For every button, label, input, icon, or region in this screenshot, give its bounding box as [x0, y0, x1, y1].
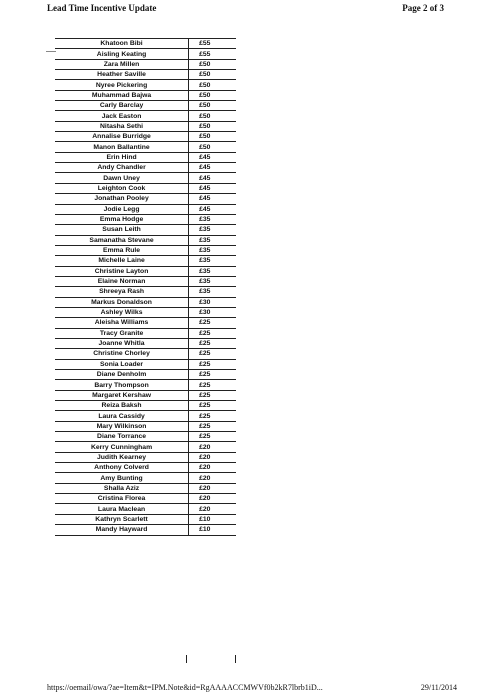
footer-date: 29/11/2014 [420, 683, 457, 692]
incentive-amount: £50 [189, 121, 236, 131]
incentive-amount: £20 [189, 452, 236, 462]
incentive-amount: £35 [189, 225, 236, 235]
employee-name: Susan Leith [55, 225, 189, 235]
table-row [55, 401, 236, 411]
incentive-amount: £25 [189, 370, 236, 380]
table-row [55, 307, 236, 317]
incentive-table-body [55, 39, 236, 536]
table-row [55, 101, 236, 111]
employee-name: Nyree Pickering [55, 80, 189, 90]
employee-name: Diane Torrance [55, 432, 189, 442]
employee-name: Shalla Aziz [55, 483, 189, 493]
table-row [55, 132, 236, 142]
incentive-amount: £50 [189, 70, 236, 80]
page-number: Page 2 of 3 [402, 3, 444, 13]
table-row [55, 504, 236, 514]
incentive-amount: £35 [189, 287, 236, 297]
incentive-amount: £45 [189, 163, 236, 173]
employee-name: Sonia Loader [55, 359, 189, 369]
table-row [55, 59, 236, 69]
incentive-amount: £50 [189, 101, 236, 111]
employee-name: Reiza Baksh [55, 401, 189, 411]
employee-name: Elaine Norman [55, 276, 189, 286]
employee-name: Kathryn Scarlett [55, 514, 189, 524]
employee-name: Mary Wilkinson [55, 421, 189, 431]
employee-name: Khatoon Bibi [55, 39, 189, 49]
document-title: Lead Time Incentive Update [47, 3, 157, 13]
employee-name: Carly Barclay [55, 101, 189, 111]
table-row [55, 494, 236, 504]
employee-name: Markus Donaldson [55, 297, 189, 307]
table-row [55, 121, 236, 131]
incentive-amount: £25 [189, 390, 236, 400]
employee-name: Kerry Cunningham [55, 442, 189, 452]
incentive-amount: £25 [189, 349, 236, 359]
incentive-amount: £25 [189, 432, 236, 442]
incentive-amount: £50 [189, 142, 236, 152]
employee-name: Anthony Colverd [55, 463, 189, 473]
table-row [55, 214, 236, 224]
employee-name: Dawn Uney [55, 173, 189, 183]
footer-url: https://oemail/owa/?ae=Item&t=IPM.Note&id=RgAAAACCMWVf0b2kR7lbrb1iD... [47, 683, 323, 692]
employee-name: Heather Saville [55, 70, 189, 80]
table-row [55, 80, 236, 90]
incentive-amount: £25 [189, 411, 236, 421]
employee-name: Amy Bunting [55, 473, 189, 483]
incentive-amount: £50 [189, 80, 236, 90]
table-row [55, 328, 236, 338]
table-row [55, 39, 236, 49]
incentive-table [55, 38, 236, 536]
incentive-amount: £45 [189, 194, 236, 204]
table-row [55, 514, 236, 524]
employee-name: Tracy Granite [55, 328, 189, 338]
table-row [55, 452, 236, 462]
table-row [55, 142, 236, 152]
employee-name: Mandy Hayward [55, 525, 189, 535]
incentive-amount: £35 [189, 214, 236, 224]
employee-name: Nitasha Sethi [55, 121, 189, 131]
table-row [55, 359, 236, 369]
incentive-amount: £20 [189, 442, 236, 452]
employee-name: Aisling Keating [55, 49, 189, 59]
employee-name: Shreeya Rash [55, 287, 189, 297]
table-row [55, 245, 236, 255]
table-row [55, 483, 236, 493]
employee-name: Samanatha Stevane [55, 235, 189, 245]
table-border-tail [235, 655, 236, 663]
incentive-amount: £50 [189, 111, 236, 121]
employee-name: Jodie Legg [55, 204, 189, 214]
employee-name: Joanne Whitla [55, 338, 189, 348]
employee-name: Judith Kearney [55, 452, 189, 462]
incentive-amount: £20 [189, 504, 236, 514]
table-row [55, 235, 236, 245]
table-row [55, 463, 236, 473]
incentive-amount: £30 [189, 297, 236, 307]
incentive-table-container [55, 38, 236, 536]
incentive-amount: £45 [189, 204, 236, 214]
table-row [55, 49, 236, 59]
table-row [55, 256, 236, 266]
employee-name: Cristina Florea [55, 494, 189, 504]
incentive-amount: £50 [189, 90, 236, 100]
table-row [55, 411, 236, 421]
table-row [55, 173, 236, 183]
incentive-amount: £35 [189, 235, 236, 245]
table-row [55, 525, 236, 535]
table-row [55, 276, 236, 286]
incentive-amount: £25 [189, 318, 236, 328]
employee-name: Jonathan Pooley [55, 194, 189, 204]
table-row [55, 442, 236, 452]
employee-name: Manon Ballantine [55, 142, 189, 152]
incentive-amount: £55 [189, 49, 236, 59]
table-row [55, 183, 236, 193]
incentive-amount: £45 [189, 152, 236, 162]
incentive-amount: £25 [189, 421, 236, 431]
incentive-amount: £25 [189, 359, 236, 369]
incentive-amount: £25 [189, 328, 236, 338]
employee-name: Ashley Wilks [55, 307, 189, 317]
employee-name: Christine Chorley [55, 349, 189, 359]
table-divider-tail [186, 655, 187, 663]
incentive-amount: £50 [189, 132, 236, 142]
table-row [55, 194, 236, 204]
incentive-amount: £55 [189, 39, 236, 49]
table-row [55, 163, 236, 173]
incentive-amount: £35 [189, 245, 236, 255]
employee-name: Erin Hind [55, 152, 189, 162]
employee-name: Margaret Kershaw [55, 390, 189, 400]
employee-name: Zara Millen [55, 59, 189, 69]
employee-name: Jack Easton [55, 111, 189, 121]
incentive-amount: £10 [189, 525, 236, 535]
table-row [55, 70, 236, 80]
table-row [55, 318, 236, 328]
incentive-amount: £45 [189, 173, 236, 183]
table-row [55, 287, 236, 297]
employee-name: Muhammad Bajwa [55, 90, 189, 100]
table-row [55, 297, 236, 307]
table-row [55, 338, 236, 348]
table-row [55, 473, 236, 483]
employee-name: Emma Hodge [55, 214, 189, 224]
incentive-amount: £10 [189, 514, 236, 524]
employee-name: Annalise Burridge [55, 132, 189, 142]
incentive-amount: £20 [189, 473, 236, 483]
incentive-amount: £25 [189, 401, 236, 411]
incentive-amount: £45 [189, 183, 236, 193]
table-row [55, 380, 236, 390]
employee-name: Laura Cassidy [55, 411, 189, 421]
table-row [55, 111, 236, 121]
incentive-amount: £25 [189, 380, 236, 390]
table-row [55, 266, 236, 276]
incentive-amount: £30 [189, 307, 236, 317]
table-row [55, 349, 236, 359]
employee-name: Christine Layton [55, 266, 189, 276]
employee-name: Laura Maclean [55, 504, 189, 514]
table-row [55, 390, 236, 400]
employee-name: Leighton Cook [55, 183, 189, 193]
table-row [55, 90, 236, 100]
employee-name: Barry Thompson [55, 380, 189, 390]
incentive-amount: £25 [189, 338, 236, 348]
page-footer [47, 683, 457, 695]
employee-name: Michelle Laine [55, 256, 189, 266]
employee-name: Diane Denholm [55, 370, 189, 380]
incentive-amount: £35 [189, 256, 236, 266]
table-row [55, 152, 236, 162]
table-row [55, 225, 236, 235]
incentive-amount: £20 [189, 483, 236, 493]
table-row [55, 432, 236, 442]
employee-name: Emma Rule [55, 245, 189, 255]
incentive-amount: £50 [189, 59, 236, 69]
incentive-amount: £20 [189, 463, 236, 473]
incentive-amount: £35 [189, 266, 236, 276]
page-header [47, 3, 444, 17]
employee-name: Aleisha Williams [55, 318, 189, 328]
incentive-amount: £20 [189, 494, 236, 504]
table-row [55, 421, 236, 431]
employee-name: Andy Chandler [55, 163, 189, 173]
table-row [55, 204, 236, 214]
table-row [55, 370, 236, 380]
incentive-amount: £35 [189, 276, 236, 286]
